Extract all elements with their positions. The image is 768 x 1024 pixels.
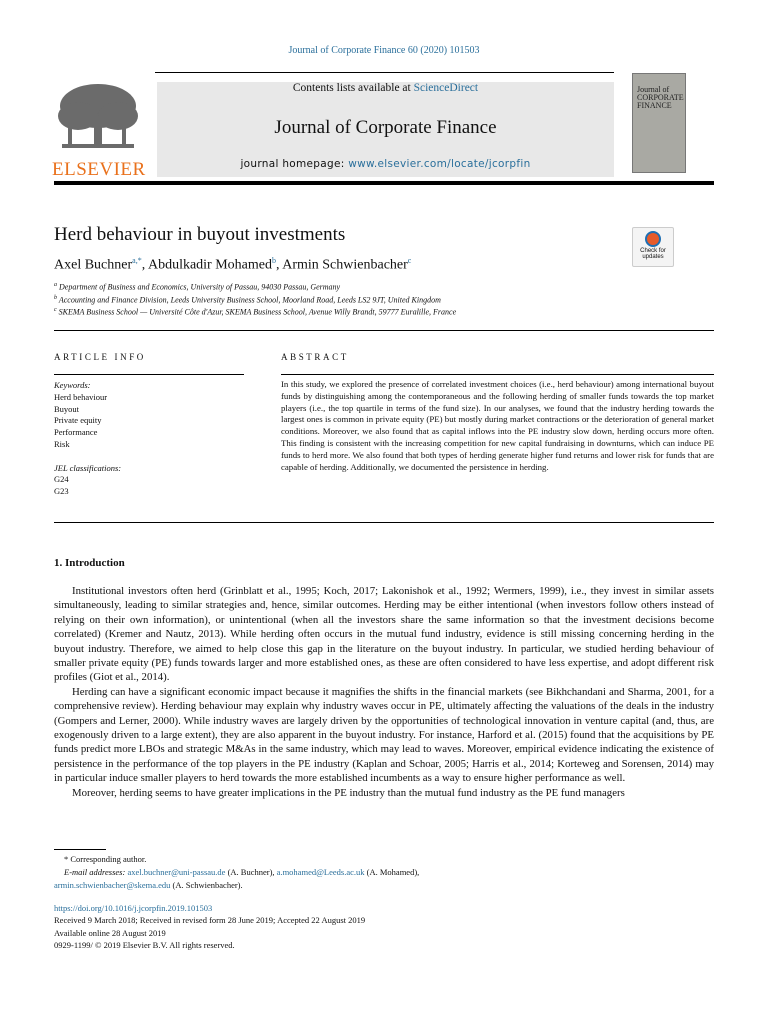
paragraph: Herding can have a significant economic impact because it magnifies the shifts in the financial markets (see Bikhchandani and Sharma, 2001, for a comprehensive review). Herding behaviour may explain why industry waves occur in PE, ultimately affecting the valuations of the deals in the industry (Gompers and Lerner, 2000). While industry waves are largely driven by the opportunities of technological innovation in venture capital (and, thus, are exogenously driven to a large extent), they are also apparent in the buyout industry. For instance, Harford et al. (2015) found that the acquisitions by PE funds predict more LBOs and strategic M&As in the same industry, which may lead to waves. Moreover, empirical evidence indicating the existence of persistence in the performance of the top players in the PE industry (Kaplan and Schoar, 2005; Harris et al., 2014; Korteweg and Sorensen, 2014) may in particular induce smaller players to herd towards the more established incumbents as a way to ensure higher performance as well. [54, 685, 714, 785]
check-updates-icon [645, 231, 661, 247]
journal-title: Journal of Corporate Finance [274, 117, 497, 138]
copyright: 0929-1199/ © 2019 Elsevier B.V. All rights reserved. [54, 939, 235, 950]
keyword: Private equity [54, 415, 102, 426]
publication-info [54, 902, 714, 951]
journal-reference-link[interactable]: Journal of Corporate Finance 60 (2020) 101503 [288, 45, 480, 56]
author-mark-link[interactable]: a,* [132, 256, 142, 265]
section-heading: 1. Introduction [54, 557, 125, 569]
affiliation: $^a$ Department of Business and Economics, University of Passau, 94030 Passau, Germany [54, 282, 341, 292]
email-link[interactable]: a.mohamed@Leeds.ac.uk [276, 867, 365, 878]
footnotes [54, 853, 714, 893]
author-list: Axel Buchner$^{a,*}$, Abdulkadir Mohamed$^b$, Armin Schwienbacher$^c$ [54, 256, 412, 273]
keyword: Risk [54, 438, 70, 449]
jel-code: G24 [54, 474, 69, 485]
abstract-text: In this study, we explored the presence of correlated investment choices (i.e., herd behaviour) among international buyout funds by distinguishing among the contemporaneous and the following herding of smaller funds towards the top market players (i.e., the top quartile in terms of the fund size). In our analyses, we found that the industry herding towards the largest ones is common in private equity (PE) but mostly during market contractions or the deterioration of general market conditions. Moreover, we also found that as capital inflows into the PE industry slow down, herding occurs more often. This finding is consistent with the increasing competition for new capital fundraising in downturns, which can induce PE funds to herd more. We also found that both types of herding generate higher fund returns and lower risk for funds that are capable of herding. Additionally, we documented the persistence in herding. [281, 379, 714, 472]
check-updates-label: Check for updates [640, 248, 666, 260]
cover-title: Journal of CORPORATE FINANCE [637, 85, 684, 110]
homepage-prefix: journal homepage: [240, 158, 349, 170]
divider [54, 330, 714, 331]
email-link[interactable]: axel.buchner@uni-passau.de [127, 867, 226, 878]
divider [281, 374, 714, 375]
author-mark-link[interactable]: b [271, 256, 276, 265]
sciencedirect-link[interactable]: ScienceDirect [413, 82, 479, 94]
elsevier-logo [52, 80, 146, 180]
article-title: Herd behaviour in buyout investments [54, 224, 346, 245]
email-line [54, 879, 714, 892]
check-for-updates-button[interactable] [632, 227, 674, 267]
journal-banner [157, 82, 614, 177]
article-info-heading: ARTICLE INFO [54, 352, 146, 362]
email-owner: (A. Buchner), [225, 867, 277, 878]
elsevier-wordmark: ELSEVIER [52, 159, 146, 180]
email-owner: (A. Schwienbacher). [170, 880, 243, 891]
header-top-rule [155, 72, 614, 73]
affiliation: $^c$ SKEMA Business School — Université Côte d'Azur, SKEMA Business School, Avenue Willy Brandt, 59777 Euralille, France [54, 307, 457, 317]
keyword: Buyout [54, 403, 80, 414]
jel-label: JEL classifications: [54, 462, 122, 473]
abstract-heading: ABSTRACT [281, 352, 349, 362]
header-thick-rule [54, 181, 714, 185]
contents-line [157, 82, 614, 94]
email-line [54, 866, 714, 879]
keywords-block [54, 380, 254, 498]
footnote-rule [54, 849, 106, 850]
keyword: Herd behaviour [54, 391, 108, 402]
email-label: E-mail addresses: [64, 867, 126, 878]
contents-prefix: Contents lists available at [292, 82, 414, 94]
keywords-label: Keywords: [54, 380, 91, 390]
author-name: Armin Schwienbacher [282, 257, 408, 273]
homepage-link[interactable]: www.elsevier.com/locate/jcorpfin [348, 158, 531, 170]
divider [54, 374, 244, 375]
paragraph: Institutional investors often herd (Grinblatt et al., 1995; Koch, 2017; Lakonishok et al., 1992; Wermers, 1999), i.e., they invest in similar assets simultaneously, leading to similar strategies and, hence, similar outcomes. Herding may be either intentional (when investors follow others instead of relying on their own information), or unintentional (when all the investors share the same information so that the investment decisions become correlated) (Kremer and Nautz, 2013). While herding often occurs in the mutual fund industry, evidence is still missing concerning herding in the buyout industry. Therefore, we aimed to help close this gap in the literature on the buyout industry. In particular, we studied herding behaviour of smaller private equity (PE) funds towards larger and more established ones, as these are often considered to have less expertise, and adopt different risk profiles (Giot et al., 2014). [54, 585, 714, 684]
keyword: Performance [54, 427, 98, 438]
divider [54, 522, 714, 523]
journal-cover-thumbnail[interactable] [632, 73, 686, 173]
jel-code: G23 [54, 486, 69, 497]
email-owner: (A. Mohamed), [364, 867, 420, 878]
paragraph: Moreover, herding seems to have greater implications in the PE industry than the mutual fund industry as the PE fund managers [72, 786, 625, 799]
corresponding-author-note: * Corresponding author. [64, 854, 147, 864]
author-name: Axel Buchner [54, 257, 133, 273]
body-text [54, 584, 714, 800]
doi-link[interactable]: https://doi.org/10.1016/j.jcorpfin.2019.101503 [54, 903, 213, 913]
author-mark-link[interactable]: c [407, 256, 412, 265]
elsevier-tree-icon [52, 80, 144, 154]
email-link[interactable]: armin.schwienbacher@skema.edu [54, 880, 171, 891]
available-online: Available online 28 August 2019 [54, 927, 166, 938]
received-dates: Received 9 March 2018; Received in revised form 28 June 2019; Accepted 22 August 2019 [54, 915, 366, 926]
affiliation: $^b$ Accounting and Finance Division, Leeds University Business School, Moorland Road, Leeds LS2 9JT, United Kingdom [54, 295, 441, 305]
author-name: Abdulkadir Mohamed [147, 257, 272, 273]
homepage-line [157, 158, 614, 170]
